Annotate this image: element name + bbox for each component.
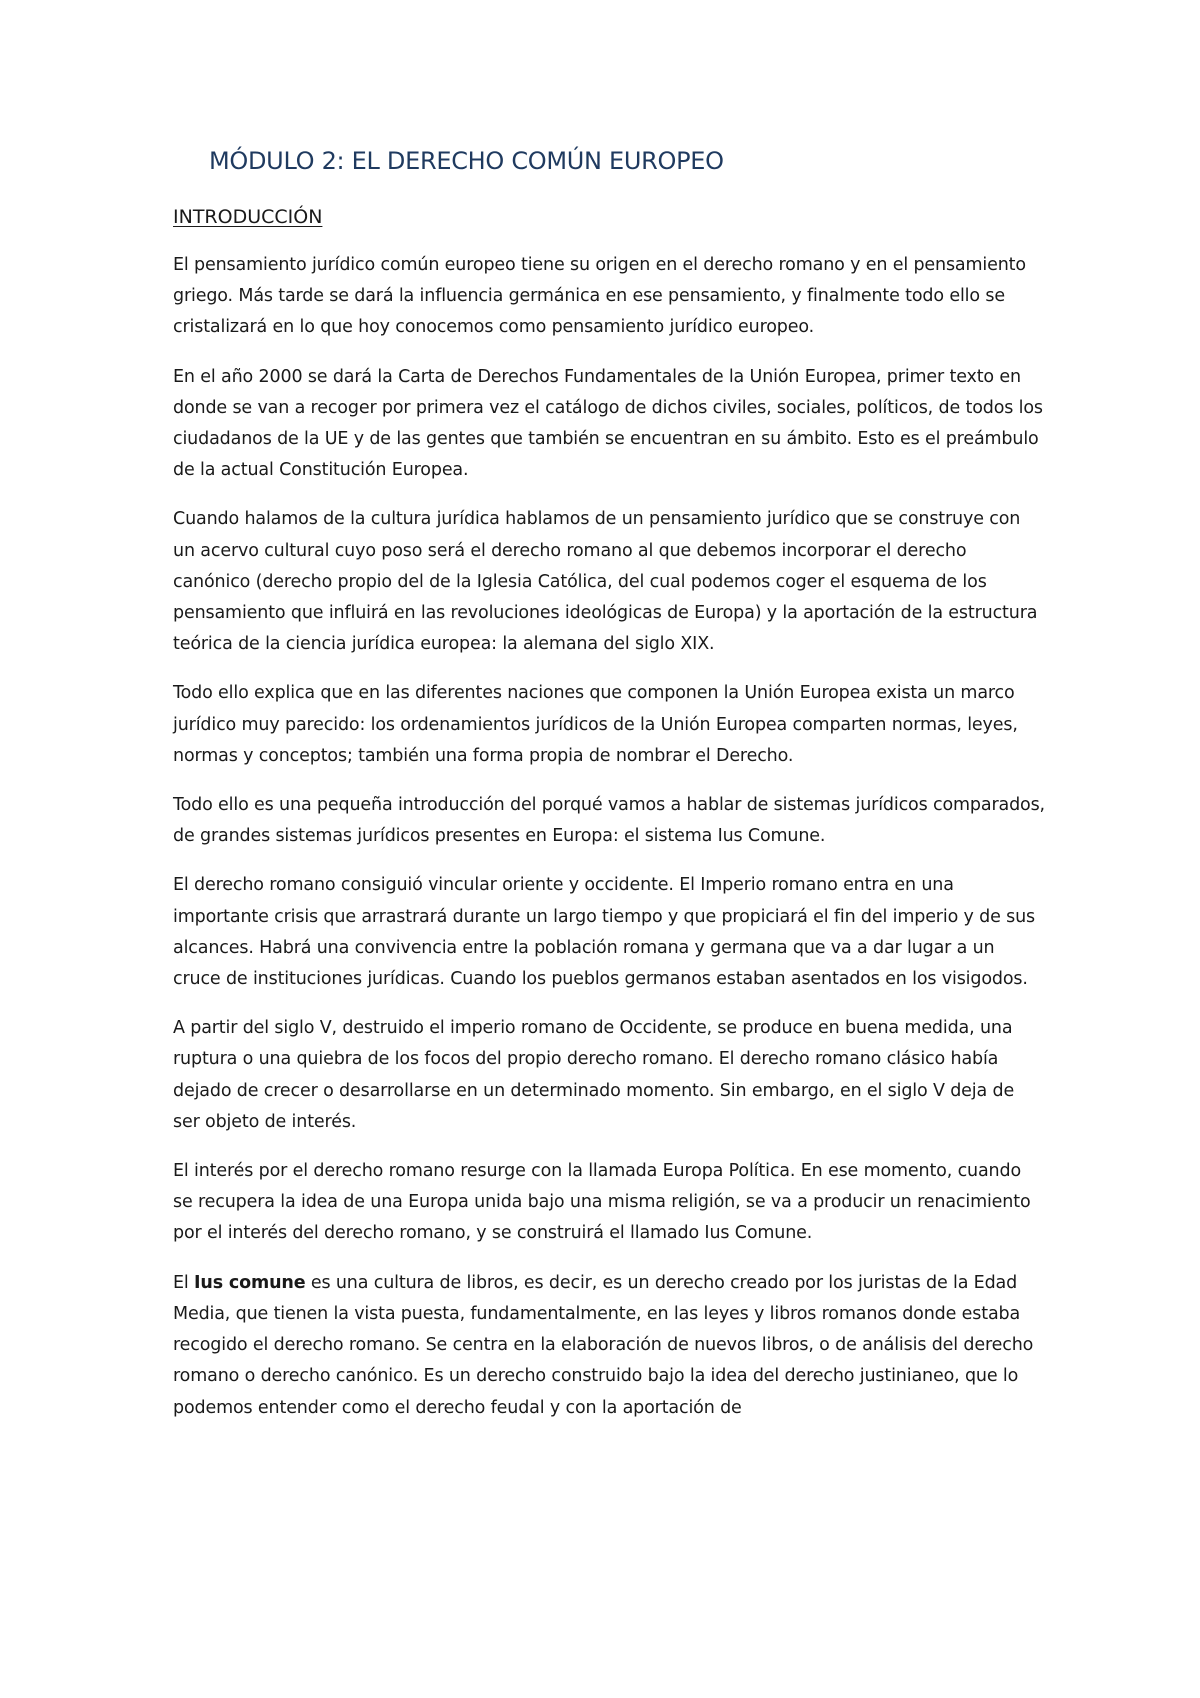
paragraph-7: A partir del siglo V, destruido el imperio romano de Occidente, se produce en buena medida, una ruptura o una quiebra de los focos del propio derecho romano. El derecho romano clásico había dejado de crecer o desarrollarse en un determinado momento. Sin embargo, en el siglo V deja de ser objeto de interés.	[173, 1018, 1015, 1132]
paragraph-8: El interés por el derecho romano resurge con la llamada Europa Política. En ese momento, cuando se recupera la idea de una Europa unida bajo una misma religión, se va a producir un renacimiento por el interés del derecho romano, y se construirá el llamado Ius Comune.	[173, 1161, 1031, 1244]
paragraph-4: Todo ello explica que en las diferentes naciones que componen la Unión Europea exista un marco jurídico muy parecido: los ordenamientos jurídicos de la Unión Europea comparten normas, leyes, normas y conceptos; también una forma propia de nombrar el Derecho.	[173, 683, 1018, 766]
paragraph-5: Todo ello es una pequeña introducción del porqué vamos a hablar de sistemas jurídicos comparados, de grandes sistemas jurídicos presentes en Europa: el sistema Ius Comune.	[173, 795, 1045, 847]
paragraph-9-prefix: El	[173, 1272, 195, 1293]
paragraph-1: El pensamiento jurídico común europeo tiene su origen en el derecho romano y en el pensamiento griego. Más tarde se dará la influencia germánica en ese pensamiento, y finalmente todo ello se cristalizará en lo que hoy conocemos como pensamiento jurídico europeo.	[173, 255, 1026, 338]
section-heading-introduccion: INTRODUCCIÓN	[173, 206, 323, 228]
paragraph-9	[173, 1268, 1045, 1424]
document-content	[173, 142, 1045, 1442]
paragraph-3: Cuando halamos de la cultura jurídica hablamos de un pensamiento jurídico que se construye con un acervo cultural cuyo poso será el derecho romano al que debemos incorporar el derecho canónico (derecho propio del de la Iglesia Católica, del cual podemos coger el esquema de los pensamiento que influirá en las revoluciones ideológicas de Europa) y la aportación de la estructura teórica de la ciencia jurídica europea: la alemana del siglo XIX.	[173, 509, 1038, 655]
paragraph-2: En el año 2000 se dará la Carta de Derechos Fundamentales de la Unión Europea, primer texto en donde se van a recoger por primera vez el catálogo de dichos civiles, sociales, políticos, de todos los ciudadanos de la UE y de las gentes que también se encuentran en su ámbito. Esto es el preámbulo de la actual Constitución Europea.	[173, 366, 1043, 481]
paragraph-6: El derecho romano consiguió vincular oriente y occidente. El Imperio romano entra en una importante crisis que arrastrará durante un largo tiempo y que propiciará el fin del imperio y de sus alcances. Habrá una convivencia entre la población romana y germana que va a dar lugar a un cruce de instituciones jurídicas. Cuando los pueblos germanos estaban asentados en los visigodos.	[173, 875, 1036, 990]
ius-comune-term: Ius comune	[194, 1272, 306, 1293]
module-title: MÓDULO 2: EL DERECHO COMÚN EUROPEO	[209, 147, 724, 175]
paragraph-9-text: es una cultura de libros, es decir, es un derecho creado por los juristas de la Edad Media, que tienen la vista puesta, fundamentalmente, en las leyes y libros romanos donde estaba recogido el derecho romano. Se centra en la elaboración de nuevos libros, o de análisis del derecho romano o derecho canónico. Es un derecho construido bajo la idea del derecho justinianeo, que lo podemos entender como el derecho feudal y con la aportación de	[173, 1272, 1034, 1418]
